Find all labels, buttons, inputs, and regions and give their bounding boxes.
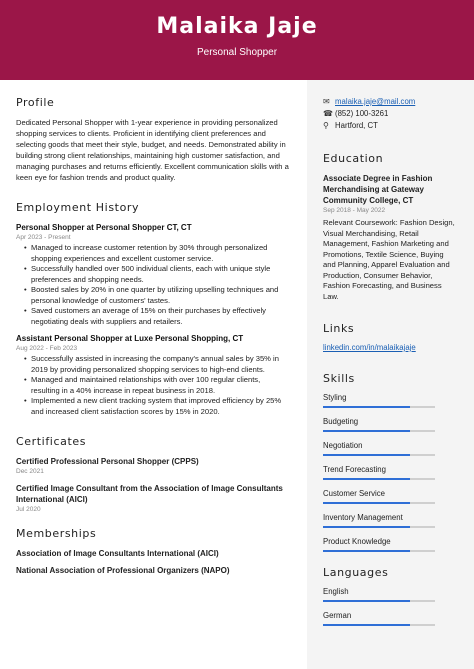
skill-level-fill	[323, 454, 410, 456]
location-text: Hartford, CT	[335, 121, 378, 130]
skill-level-bar	[323, 550, 435, 552]
section-title-employment: Employment History	[16, 201, 140, 214]
language-level-bar	[323, 624, 435, 626]
skill-name: Budgeting	[323, 417, 359, 426]
language-level-bar	[323, 600, 435, 602]
certificate-entry	[16, 483, 290, 513]
bullet: • Implemented a new client tracking system that improved efficiency by 25% and increased client satisfaction scores by 15% in 2020.	[24, 396, 290, 417]
job-title: Personal Shopper at Personal Shopper CT, CT	[16, 223, 192, 232]
coursework-text: Relevant Coursework: Fashion Design, Visual Merchandising, Retail Management, Fashion Marketing and Promotions, Textile Science, Buying and Planning, Apparel Evaluation and Production, Consumer Behavior, Fashion Forecasting, and Business Law.	[323, 218, 455, 301]
skill-item	[323, 393, 458, 408]
skill-name: Trend Forecasting	[323, 465, 386, 474]
skill-level-bar	[323, 406, 435, 408]
job-title: Assistant Personal Shopper at Luxe Personal Shopping, CT	[16, 334, 244, 343]
section-title-memberships: Memberships	[16, 527, 97, 540]
map-pin-icon: ⚲	[323, 121, 329, 130]
skill-level-bar	[323, 430, 435, 432]
language-name: English	[323, 587, 349, 596]
certificate-date: Dec 2021	[16, 468, 44, 475]
skill-level-bar	[323, 502, 435, 504]
skill-level-fill	[323, 478, 410, 480]
section-title-profile: Profile	[16, 96, 55, 109]
resume-header	[0, 0, 474, 80]
skill-level-bar	[323, 526, 435, 528]
bullet: • Boosted sales by 20% in one quarter by utilizing upselling techniques and personal knowledge of customers' tastes.	[24, 285, 290, 306]
languages-list	[323, 587, 458, 626]
section-title-education: Education	[323, 152, 384, 165]
skill-item	[323, 417, 458, 432]
email-link[interactable]: malaika.jaje@mail.com	[335, 97, 416, 106]
bullet: • Successfully assisted in increasing the company's annual sales by 35% in 2019 by providing personalized shopping services to high-end clients.	[24, 354, 290, 375]
contact-block	[323, 96, 458, 132]
linkedin-link[interactable]: linkedin.com/in/malaikajaje	[323, 343, 416, 352]
profile-text: Dedicated Personal Shopper with 1-year experience in providing personalized shopping services to clients. Proficient in identifying client preferences and selecting goods that meet their style, budget, and needs. Demonstrated ability in building strong client relationships, maintaining high customer satisfaction, and managing purchases and returns efficiently. Excellent communication skills with a keen eye for fashion trends and product quality.	[16, 118, 289, 182]
job-entry	[16, 222, 290, 327]
certificate-entry	[16, 456, 290, 475]
certificates-section	[16, 435, 290, 513]
job-date: Aug 2022 - Feb 2023	[16, 345, 78, 352]
phone-icon: ☎	[323, 109, 333, 118]
skill-name: Negotiation	[323, 441, 363, 450]
certificate-date: Jul 2020	[16, 506, 41, 513]
skill-name: Inventory Management	[323, 513, 403, 522]
language-item	[323, 587, 458, 602]
skill-level-bar	[323, 454, 435, 456]
languages-section	[323, 566, 458, 626]
skill-level-fill	[323, 502, 410, 504]
education-section	[323, 152, 458, 302]
skill-level-bar	[323, 478, 435, 480]
job-bullets	[16, 354, 290, 417]
skill-item	[323, 537, 458, 552]
bullet: • Saved customers an average of 15% on their purchases by effectively negotiating deals with suppliers and retailers.	[24, 306, 290, 327]
profile-section	[16, 96, 290, 183]
bullet: • Managed to increase customer retention by 30% through personalized shopping experiences and excellent customer service.	[24, 243, 290, 264]
membership-item: National Association of Professional Organizers (NAPO)	[16, 566, 230, 575]
job-entry	[16, 333, 290, 417]
skill-name: Styling	[323, 393, 347, 402]
skills-list	[323, 393, 458, 552]
bullet: • Successfully handled over 500 individual clients, each with unique style preferences and shopping needs.	[24, 264, 290, 285]
degree-title: Associate Degree in Fashion Merchandising at Gateway Community College, CT	[323, 174, 433, 205]
section-title-languages: Languages	[323, 566, 389, 579]
phone-number: (852) 100-3261	[335, 109, 389, 118]
skill-name: Customer Service	[323, 489, 385, 498]
section-title-certificates: Certificates	[16, 435, 87, 448]
candidate-role: Personal Shopper	[196, 47, 278, 58]
skill-item	[323, 465, 458, 480]
job-date: Apr 2023 - Present	[16, 234, 71, 241]
job-bullets	[16, 243, 290, 327]
skill-level-fill	[323, 550, 410, 552]
language-name: German	[323, 611, 352, 620]
employment-section	[16, 201, 290, 417]
degree-date: Sep 2018 - May 2022	[323, 207, 386, 214]
bullet: • Managed and maintained relationships with over 100 regular clients, resulting in a 40% increase in repeat business in 2018.	[24, 375, 290, 396]
section-title-skills: Skills	[323, 372, 355, 385]
links-section	[323, 322, 458, 352]
main-column	[16, 96, 290, 582]
membership-item: Association of Image Consultants International (AICI)	[16, 549, 219, 558]
envelope-icon: ✉	[323, 97, 330, 106]
skill-item	[323, 489, 458, 504]
skill-level-fill	[323, 406, 410, 408]
language-item	[323, 611, 458, 626]
skill-name: Product Knowledge	[323, 537, 391, 546]
contact-location-row	[323, 120, 458, 132]
skill-level-fill	[323, 526, 410, 528]
sidebar	[307, 80, 474, 669]
certificate-title: Certified Image Consultant from the Association of Image Consultants International (AICI)	[16, 484, 283, 504]
candidate-name: Malaika Jaje	[156, 14, 318, 39]
section-title-links: Links	[323, 322, 355, 335]
skill-item	[323, 513, 458, 528]
skills-section	[323, 372, 458, 552]
certificate-title: Certified Professional Personal Shopper (CPPS)	[16, 457, 199, 466]
contact-email-row	[323, 96, 458, 108]
skill-item	[323, 441, 458, 456]
language-level-fill	[323, 624, 410, 626]
memberships-section	[16, 527, 290, 576]
language-level-fill	[323, 600, 410, 602]
skill-level-fill	[323, 430, 410, 432]
contact-phone-row	[323, 108, 458, 120]
